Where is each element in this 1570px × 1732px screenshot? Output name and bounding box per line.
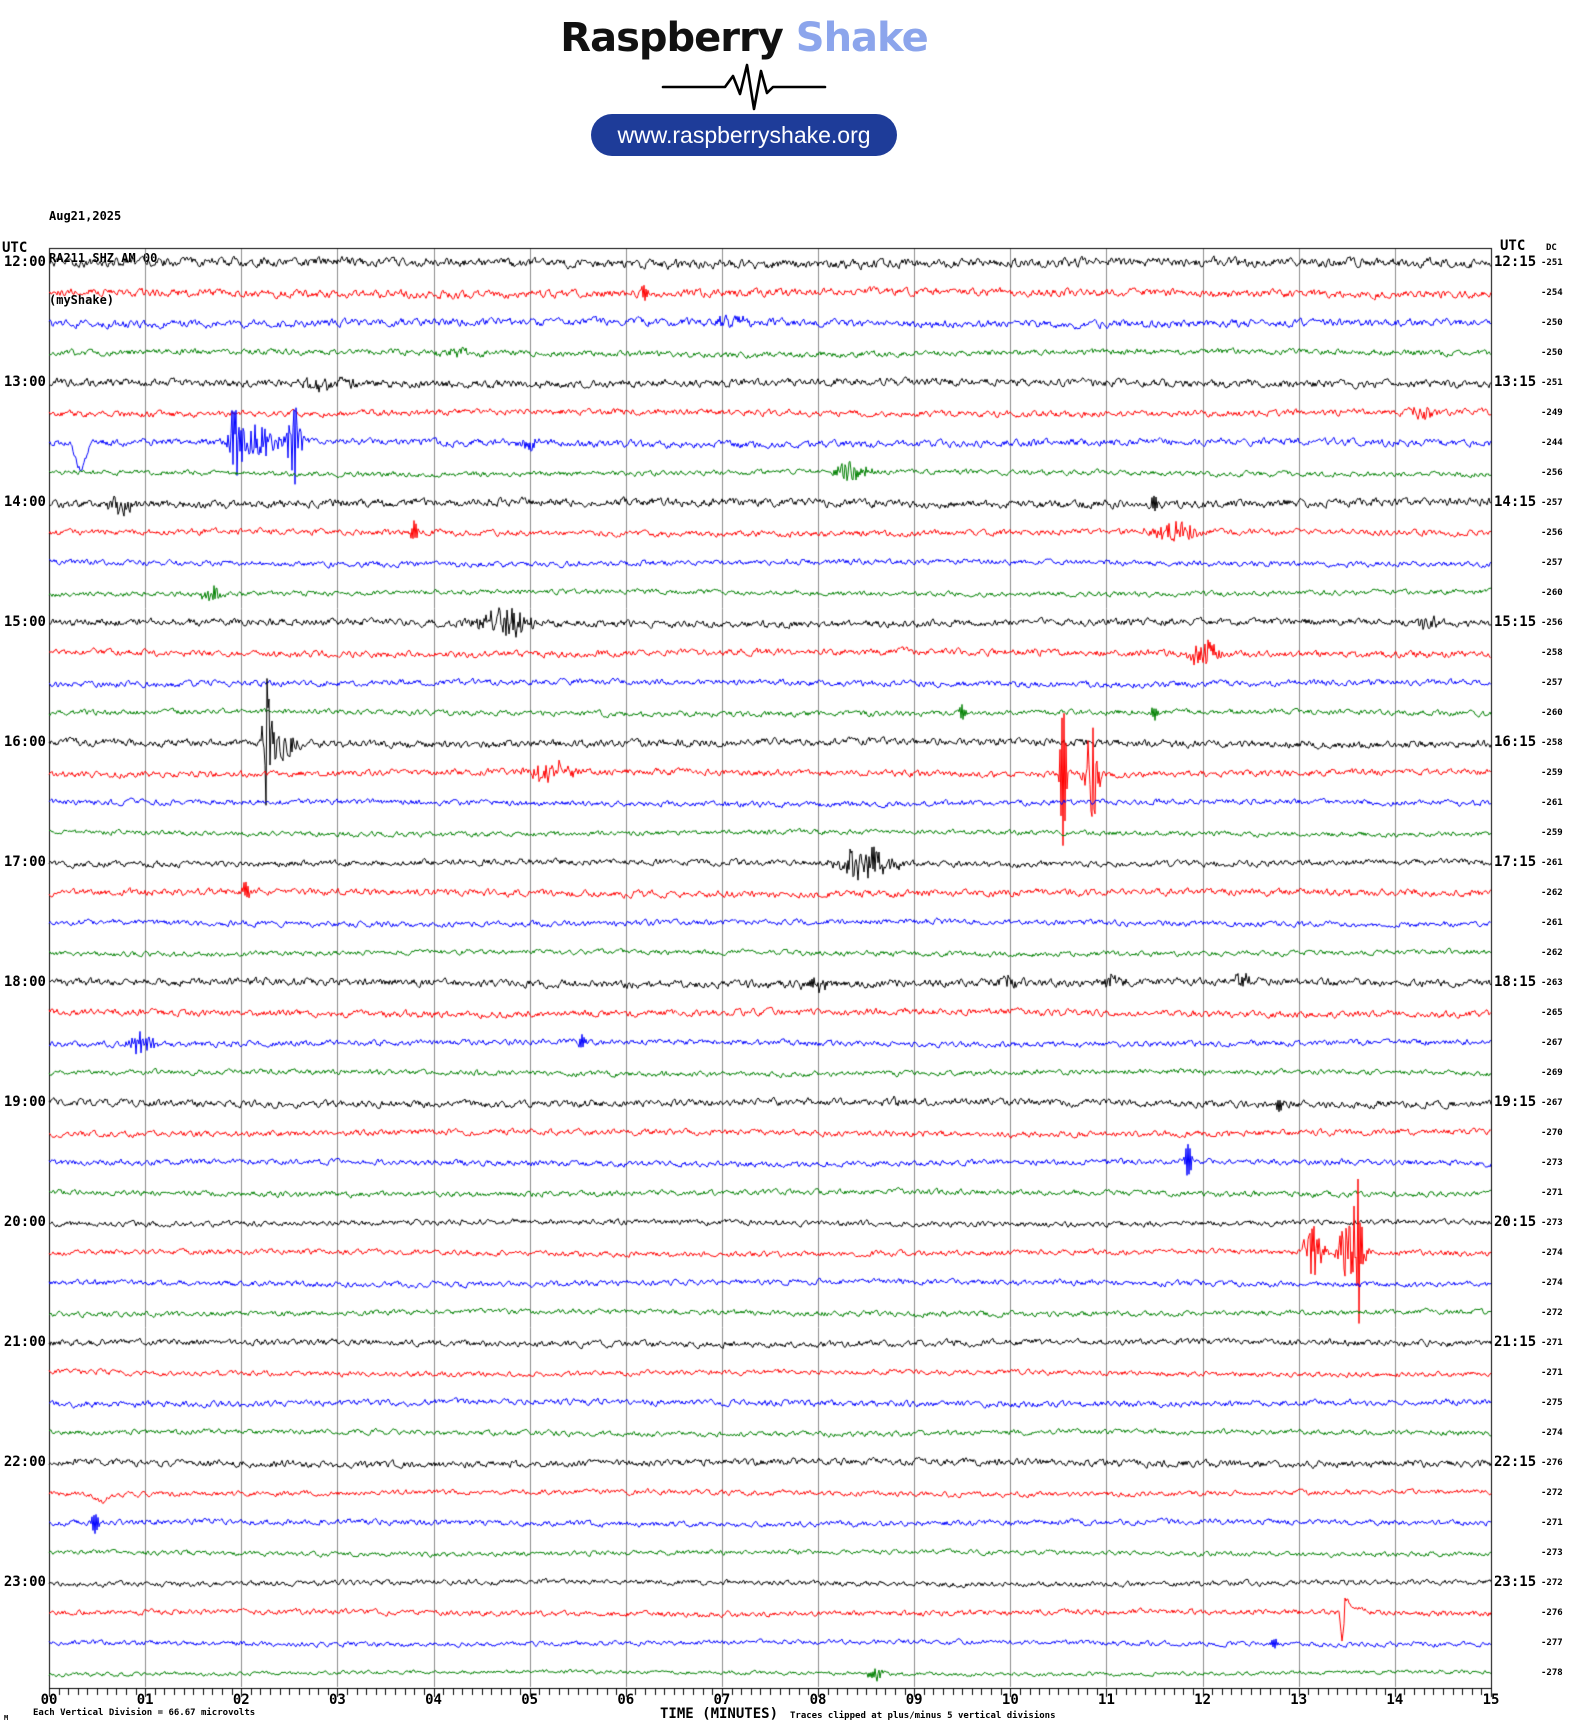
- x-tick-label: 15: [1482, 1692, 1500, 1708]
- dc-value: -269: [1541, 1068, 1563, 1078]
- dc-value: -262: [1541, 888, 1563, 898]
- x-tick-label: 09: [905, 1692, 923, 1708]
- right-time-label: 16:15: [1494, 734, 1537, 750]
- x-axis-title: TIME (MINUTES): [660, 1706, 779, 1722]
- dc-value: -271: [1541, 1338, 1563, 1348]
- dc-value: -265: [1541, 1008, 1563, 1018]
- dc-value: -256: [1541, 528, 1563, 538]
- dc-value: -257: [1541, 678, 1563, 688]
- left-time-label: 12:00: [3, 254, 46, 270]
- dc-value: -256: [1541, 468, 1563, 478]
- dc-value: -260: [1541, 588, 1563, 598]
- x-tick-label: 07: [713, 1692, 731, 1708]
- x-tick-label: 05: [521, 1692, 539, 1708]
- dc-value: -259: [1541, 768, 1563, 778]
- dc-value: -271: [1541, 1368, 1563, 1378]
- dc-value: -277: [1541, 1638, 1563, 1648]
- x-tick-label: 12: [1194, 1692, 1212, 1708]
- left-time-label: 23:00: [3, 1574, 46, 1590]
- left-time-label: 13:00: [3, 374, 46, 390]
- dc-value: -257: [1541, 498, 1563, 508]
- dc-value: -250: [1541, 318, 1563, 328]
- dc-value: -261: [1541, 918, 1563, 928]
- dc-value: -259: [1541, 828, 1563, 838]
- dc-value: -272: [1541, 1578, 1563, 1588]
- right-time-label: 20:15: [1494, 1214, 1537, 1230]
- x-tick-label: 04: [425, 1692, 442, 1708]
- dc-value: -251: [1541, 378, 1563, 388]
- x-tick-label: 02: [232, 1692, 250, 1708]
- clip-note: Traces clipped at plus/minus 5 vertical divisions: [790, 1711, 1056, 1721]
- dc-value: -276: [1541, 1458, 1563, 1468]
- right-time-label: 22:15: [1494, 1454, 1537, 1470]
- x-tick-label: 00: [40, 1692, 58, 1708]
- dc-value: -258: [1541, 648, 1563, 658]
- dc-value: -260: [1541, 708, 1563, 718]
- left-time-label: 19:00: [3, 1094, 46, 1110]
- dc-value: -273: [1541, 1548, 1563, 1558]
- dc-value: -271: [1541, 1188, 1563, 1198]
- right-time-label: 14:15: [1494, 494, 1537, 510]
- dc-value: -274: [1541, 1278, 1563, 1288]
- right-time-label: 23:15: [1494, 1574, 1537, 1590]
- dc-value: -263: [1541, 978, 1563, 988]
- x-tick-label: 08: [809, 1692, 827, 1708]
- right-time-label: 15:15: [1494, 614, 1537, 630]
- dc-value: -256: [1541, 618, 1563, 628]
- dc-value: -275: [1541, 1398, 1563, 1408]
- scale-note: Each Vertical Division = 66.67 microvolts: [33, 1708, 256, 1718]
- left-time-label: 22:00: [3, 1454, 46, 1470]
- dc-value: -244: [1541, 438, 1563, 448]
- x-tick-label: 10: [1001, 1692, 1019, 1708]
- left-time-label: 18:00: [3, 974, 46, 990]
- left-time-label: 15:00: [3, 614, 46, 630]
- dc-value: -272: [1541, 1308, 1563, 1318]
- x-tick-label: 01: [136, 1692, 154, 1708]
- dc-value: -258: [1541, 738, 1563, 748]
- x-tick-label: 11: [1098, 1692, 1115, 1708]
- dc-value: -274: [1541, 1428, 1563, 1438]
- dc-value: -273: [1541, 1218, 1563, 1228]
- right-time-label: 17:15: [1494, 854, 1537, 870]
- left-time-label: 17:00: [3, 854, 46, 870]
- dc-value: -261: [1541, 858, 1563, 868]
- dc-value: -273: [1541, 1158, 1563, 1168]
- dc-value: -267: [1541, 1098, 1563, 1108]
- dc-value: -251: [1541, 258, 1563, 268]
- dc-value: -262: [1541, 948, 1563, 958]
- dc-value: -272: [1541, 1488, 1563, 1498]
- dc-value: -274: [1541, 1248, 1563, 1258]
- x-tick-label: 06: [617, 1692, 635, 1708]
- right-time-label: 21:15: [1494, 1334, 1537, 1350]
- dc-value: -249: [1541, 408, 1563, 418]
- left-time-label: 14:00: [3, 494, 46, 510]
- dc-value: -267: [1541, 1038, 1563, 1048]
- right-time-label: 13:15: [1494, 374, 1537, 390]
- left-time-label: 21:00: [3, 1334, 46, 1350]
- dc-value: -276: [1541, 1608, 1563, 1618]
- right-time-label: 12:15: [1494, 254, 1537, 270]
- right-time-label: 18:15: [1494, 974, 1537, 990]
- left-time-label: 16:00: [3, 734, 46, 750]
- dc-value: -278: [1541, 1668, 1563, 1678]
- dc-value: -250: [1541, 348, 1563, 358]
- x-tick-label: 14: [1386, 1692, 1404, 1708]
- dc-value: -254: [1541, 288, 1563, 298]
- dc-value: -270: [1541, 1128, 1563, 1138]
- x-tick-label: 03: [328, 1692, 346, 1708]
- right-time-label: 19:15: [1494, 1094, 1537, 1110]
- dc-value: -257: [1541, 558, 1563, 568]
- left-time-label: 20:00: [3, 1214, 46, 1230]
- x-tick-label: 13: [1290, 1692, 1308, 1708]
- dc-value: -261: [1541, 798, 1563, 808]
- scale-note-prefix: M: [4, 1714, 9, 1722]
- dc-value: -271: [1541, 1518, 1563, 1528]
